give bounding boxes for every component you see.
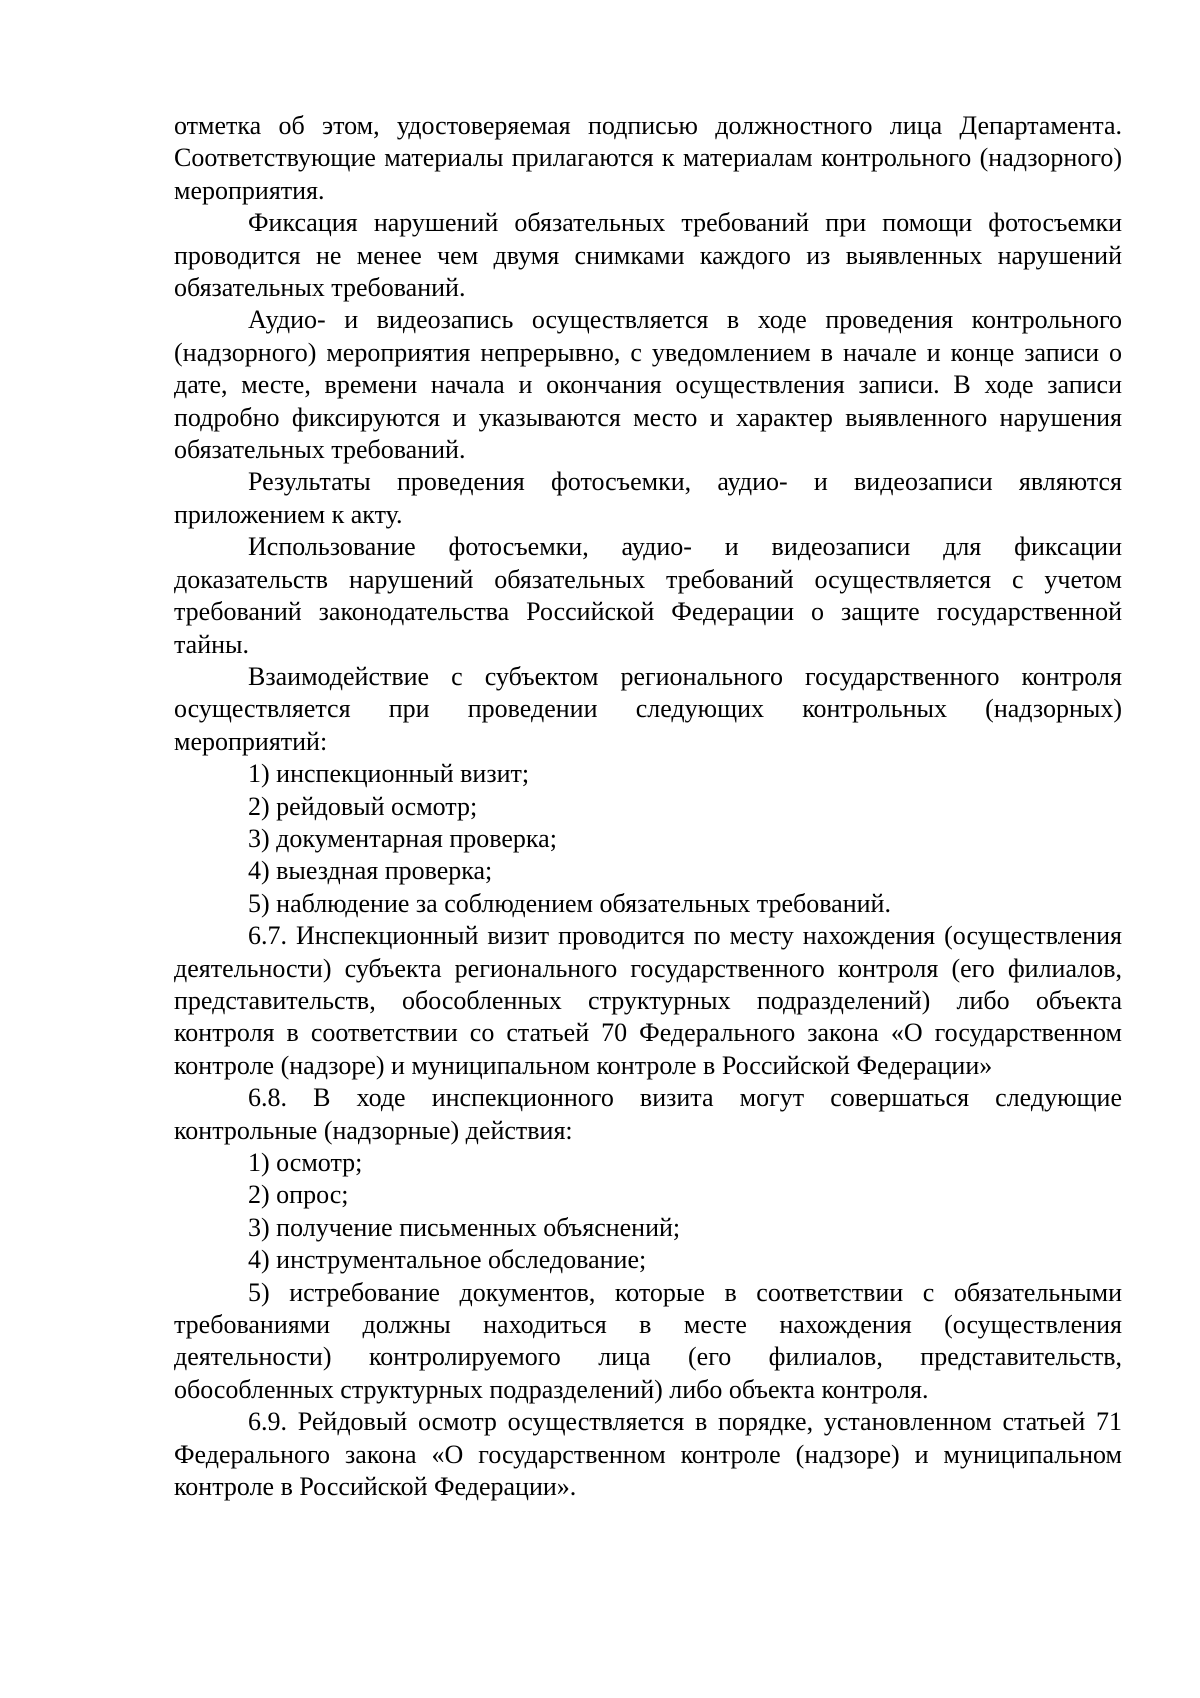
paragraph-usage: Использование фотосъемки, аудио- и видеозаписи для фиксации доказательств нарушений обязательных требований осуществляется с учетом требований законодательства Российской Федерации о защите государственной тайны.: [174, 532, 1122, 659]
interaction-list-item: 2) рейдовый осмотр;: [248, 791, 478, 821]
action-list-item: 1) осмотр;: [248, 1148, 363, 1177]
interaction-list-item: 3) документарная проверка;: [248, 823, 557, 853]
action-item-5: 5) истребование документов, которые в соответствии с обязательными требованиями должны находиться в месте нахождения (осуществления деятельности) контролируемого лица (его филиалов, представительств, обособленных структурных подразделений) либо объекта контроля.: [174, 1277, 1122, 1404]
action-list-item: 4) инструментальное обследование;: [248, 1245, 647, 1275]
section-6-7: 6.7. Инспекционный визит проводится по месту нахождения (осуществления деятельности) субъекта регионального государственного контроля (его филиалов, представительств, обособленных структурных подразделений) либо объекта контроля в соответствии со статьей 70 Федерального закона «О государственном контроле (надзоре) и муниципальном контроле в Российской Федерации»: [174, 921, 1122, 1080]
action-list-item: 3) получение письменных объяснений;: [248, 1212, 681, 1242]
section-6-9: 6.9. Рейдовый осмотр осуществляется в порядке, установленном статьей 71 Федерального закона «О государственном контроле (надзоре) и муниципальном контроле в Российской Федерации».: [174, 1407, 1122, 1502]
interaction-list-item: 5) наблюдение за соблюдением обязательных требований.: [248, 888, 891, 918]
section-6-8: 6.8. В ходе инспекционного визита могут совершаться следующие контрольные (надзорные) действия:: [174, 1083, 1122, 1145]
action-list-item: 2) опрос;: [248, 1180, 349, 1210]
interaction-list-item: 1) инспекционный визит;: [248, 759, 530, 789]
paragraph-photo-fixation: Фиксация нарушений обязательных требований при помощи фотосъемки проводится не менее чем двумя снимками каждого из выявленных нарушений обязательных требований.: [174, 208, 1122, 303]
paragraph-results: Результаты проведения фотосъемки, аудио- и видеозаписи являются приложением к акту.: [174, 467, 1122, 529]
paragraph-audio-video: Аудио- и видеозапись осуществляется в ходе проведения контрольного (надзорного) мероприятия непрерывно, с уведомлением в начале и конце записи о дате, месте, времени начала и окончания осуществления записи. В ходе записи подробно фиксируются и указываются место и характер выявленного нарушения обязательных требований.: [174, 305, 1122, 465]
paragraph-interaction: Взаимодействие с субъектом регионального государственного контроля осуществляется при проведении следующих контрольных (надзорных) мероприятий:: [174, 661, 1122, 756]
interaction-list-item: 4) выездная проверка;: [248, 856, 493, 886]
document-page: [174, 110, 1122, 1503]
paragraph-continuation: отметка об этом, удостоверяемая подписью должностного лица Департамента. Соответствующие материалы прилагаются к материалам контрольного (надзорного) мероприятия.: [174, 111, 1122, 205]
